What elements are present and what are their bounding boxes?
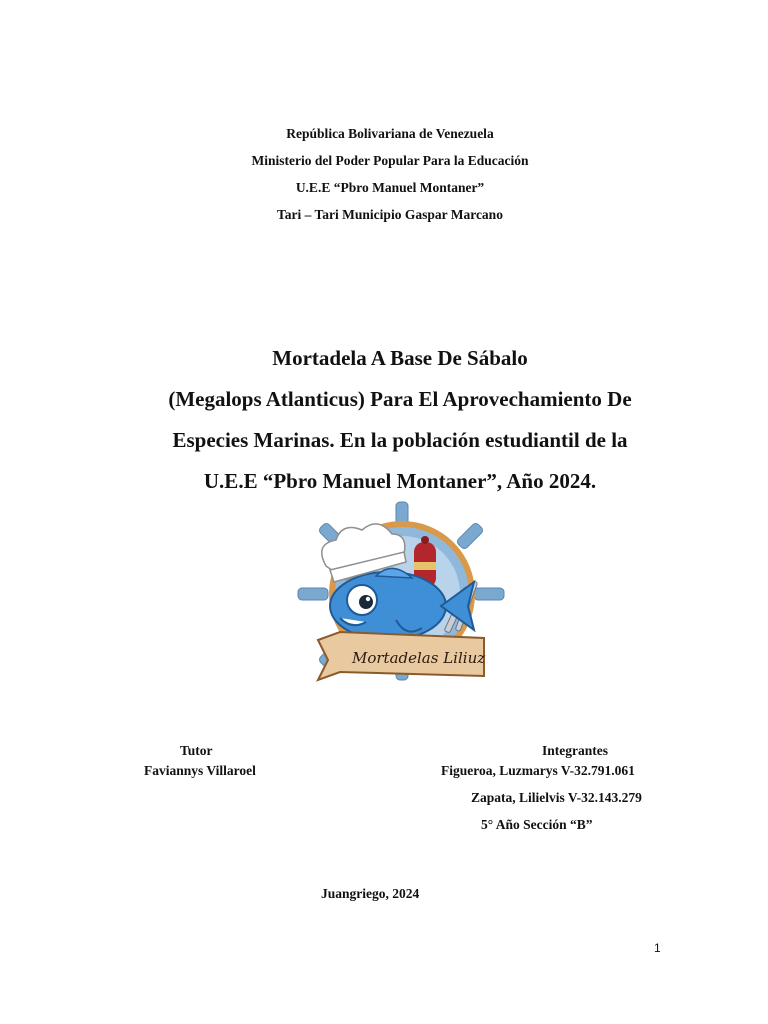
tutor-heading: Tutor bbox=[180, 743, 213, 758]
section-line: 5° Año Sección “B” bbox=[481, 817, 593, 832]
title-line-2: (Megalops Atlanticus) Para El Aprovechamiento De bbox=[168, 387, 632, 411]
title-line-1: Mortadela A Base De Sábalo bbox=[272, 346, 528, 370]
page-number: 1 bbox=[654, 941, 661, 955]
header-line-school: U.E.E “Pbro Manuel Montaner” bbox=[295, 180, 485, 195]
title-line-4: U.E.E “Pbro Manuel Montaner”, Año 2024. bbox=[203, 469, 597, 493]
integrantes-heading: Integrantes bbox=[542, 743, 608, 758]
header-line-location: Tari – Tari Municipio Gaspar Marcano bbox=[277, 207, 503, 222]
title-line-3: Especies Marinas. En la población estudiantil de la bbox=[172, 428, 628, 452]
brand-banner bbox=[318, 632, 485, 680]
banner-text: Mortadelas Liliuz bbox=[352, 649, 486, 667]
institution-header bbox=[0, 120, 768, 228]
header-line-republic: República Bolivariana de Venezuela bbox=[286, 126, 494, 141]
integrante-2: Zapata, Lilielvis V-32.143.279 bbox=[471, 790, 642, 805]
header-line-ministry: Ministerio del Poder Popular Para la Educación bbox=[251, 153, 529, 168]
document-title bbox=[0, 338, 768, 502]
logo-illustration bbox=[296, 500, 506, 690]
mortadelas-logo bbox=[296, 500, 506, 690]
tutor-name: Faviannys Villaroel bbox=[144, 763, 256, 778]
place-date: Juangriego, 2024 bbox=[321, 886, 420, 901]
integrante-1: Figueroa, Luzmarys V-32.791.061 bbox=[441, 763, 635, 778]
